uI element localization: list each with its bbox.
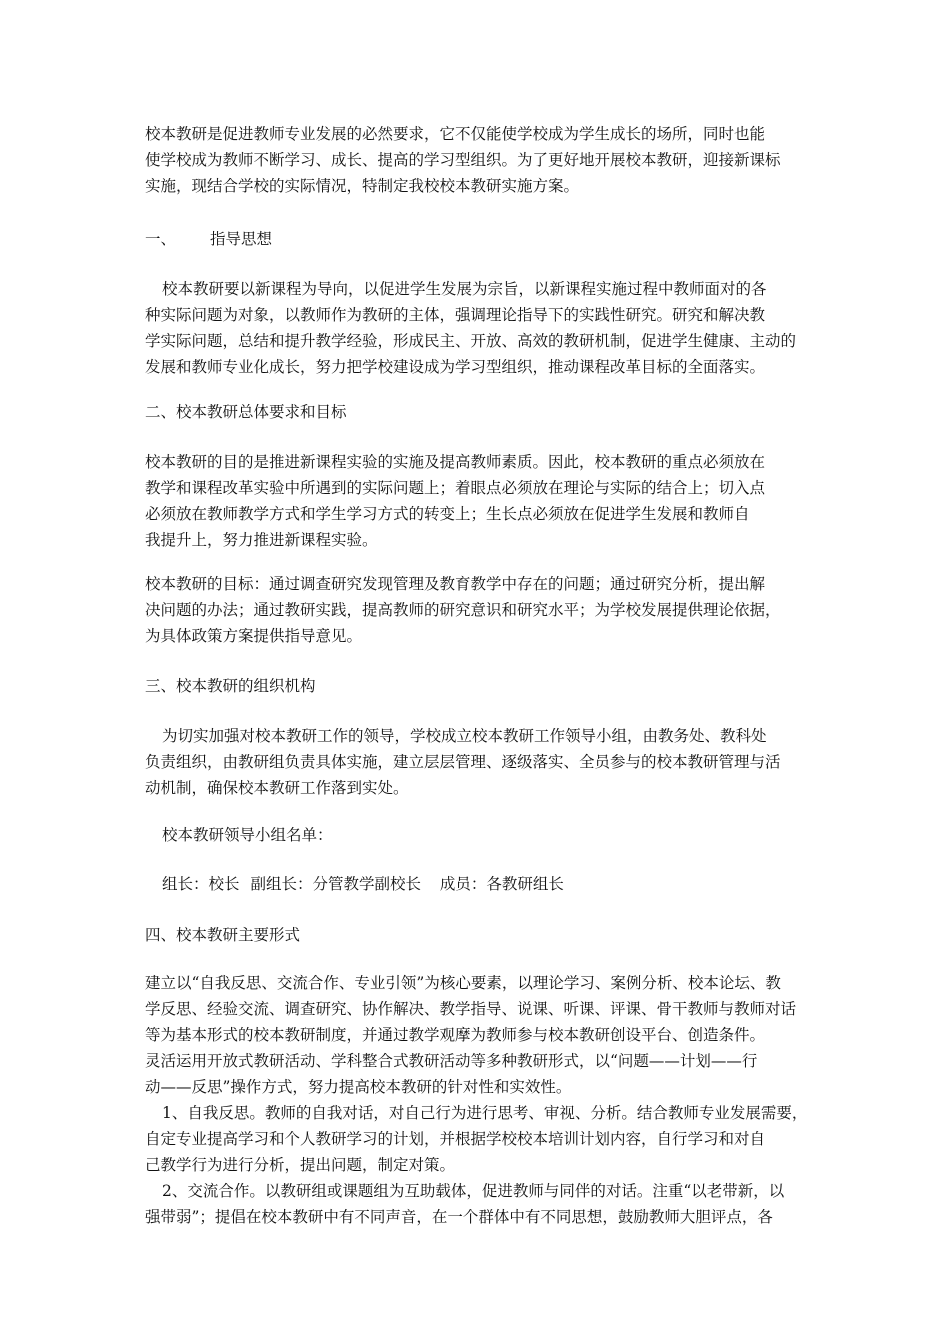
- section3-paragraph-1: [145, 723, 817, 801]
- section4-paragraph-1: [145, 970, 817, 1230]
- text-line: 学实际问题，总结和提升教学经验，形成民主、开放、高效的教研机制，促进学生健康、主动的: [145, 332, 797, 350]
- section-number: 一、: [145, 230, 177, 248]
- text-line: 己教学行为进行分析，提出问题，制定对策。: [145, 1156, 456, 1174]
- section-heading-3: [145, 673, 817, 699]
- text-line: 校本教研的目的是推进新课程实验的实施及提高教师素质。因此，校本教研的重点必须放在: [145, 453, 766, 471]
- text-line: 灵活运用开放式教研活动、学科整合式教研活动等多种教研形式，以“问题——计划——行: [145, 1052, 758, 1070]
- section1-paragraph: [145, 276, 817, 380]
- section2-paragraph-1: [145, 449, 817, 553]
- member-deputy: 副组长：分管教学副校长: [250, 875, 421, 893]
- text-line: 校本教研领导小组名单：: [162, 826, 333, 844]
- text-line: 必须放在教师教学方式和学生学习方式的转变上；生长点必须放在促进学生发展和教师自: [145, 505, 750, 523]
- text-line: 为切实加强对校本教研工作的领导，学校成立校本教研工作领导小组，由教务处、教科处: [162, 727, 767, 745]
- text-line: 自定专业提高学习和个人教研学习的计划，并根据学校校本培训计划内容，自行学习和对自: [145, 1130, 766, 1148]
- text-line: 动——反思”操作方式，努力提高校本教研的针对性和实效性。: [145, 1078, 572, 1096]
- text-line: 我提升上，努力推进新课程实验。: [145, 531, 378, 549]
- section-heading-4: [145, 922, 817, 948]
- text-line: 建立以“自我反思、交流合作、专业引领”为核心要素，以理论学习、案例分析、校本论坛、教: [145, 974, 781, 992]
- text-line: 为具体政策方案提供指导意见。: [145, 627, 363, 645]
- section2-paragraph-2: [145, 571, 817, 649]
- section-title: 指导思想: [210, 230, 273, 248]
- leader-list-members: [145, 871, 817, 897]
- text-line: 2、交流合作。以教研组或课题组为互助载体，促进教师与同伴的对话。注重“以老带新，以: [162, 1182, 785, 1200]
- text-line: 教学和课程改革实验中所遇到的实际问题上；着眼点必须放在理论与实际的结合上；切入点: [145, 479, 766, 497]
- text-line: 校本教研是促进教师专业发展的必然要求，它不仅能使学校成为学生成长的场所，同时也能: [145, 125, 766, 143]
- text-line: 等为基本形式的校本教研制度，并通过教学观摩为教师参与校本教研创设平台、创造条件。: [145, 1026, 766, 1044]
- section-title: 三、校本教研的组织机构: [145, 677, 316, 695]
- section-title: 四、校本教研主要形式: [145, 926, 301, 944]
- text-line: 校本教研的目标：通过调查研究发现管理及教育教学中存在的问题；通过研究分析，提出解: [145, 575, 766, 593]
- text-line: 学反思、经验交流、调查研究、协作解决、教学指导、说课、听课、评课、骨干教师与教师对话: [145, 1000, 797, 1018]
- text-line: 强带弱”；提倡在校本教研中有不同声音，在一个群体中有不同思想，鼓励教师大胆评点，各: [145, 1208, 773, 1226]
- section-heading-1: [145, 226, 817, 252]
- text-line: 动机制，确保校本教研工作落到实处。: [145, 779, 409, 797]
- text-line: 决问题的办法；通过教研实践，提高教师的研究意识和研究水平；为学校发展提供理论依据，: [145, 601, 781, 619]
- section-title: 二、校本教研总体要求和目标: [145, 403, 347, 421]
- leader-list-title: [145, 822, 817, 848]
- member-leader: 组长：校长: [162, 875, 240, 893]
- text-line: 负责组织，由教研组负责具体实施，建立层层管理、逐级落实、全员参与的校本教研管理与活: [145, 753, 781, 771]
- member-members: 成员：各教研组长: [439, 875, 564, 893]
- text-line: 种实际问题为对象，以教师作为教研的主体，强调理论指导下的实践性研究。研究和解决教: [145, 306, 766, 324]
- text-line: 1、自我反思。教师的自我对话，对自己行为进行思考、审视、分析。结合教师专业发展需要，: [162, 1104, 808, 1122]
- intro-paragraph: [145, 121, 817, 199]
- text-line: 使学校成为教师不断学习、成长、提高的学习型组织。为了更好地开展校本教研，迎接新课标: [145, 151, 781, 169]
- text-line: 校本教研要以新课程为导向，以促进学生发展为宗旨，以新课程实施过程中教师面对的各: [162, 280, 767, 298]
- text-line: 发展和教师专业化成长，努力把学校建设成为学习型组织，推动课程改革目标的全面落实。: [145, 358, 766, 376]
- text-line: 实施，现结合学校的实际情况，特制定我校校本教研实施方案。: [145, 177, 580, 195]
- section-heading-2: [145, 399, 817, 425]
